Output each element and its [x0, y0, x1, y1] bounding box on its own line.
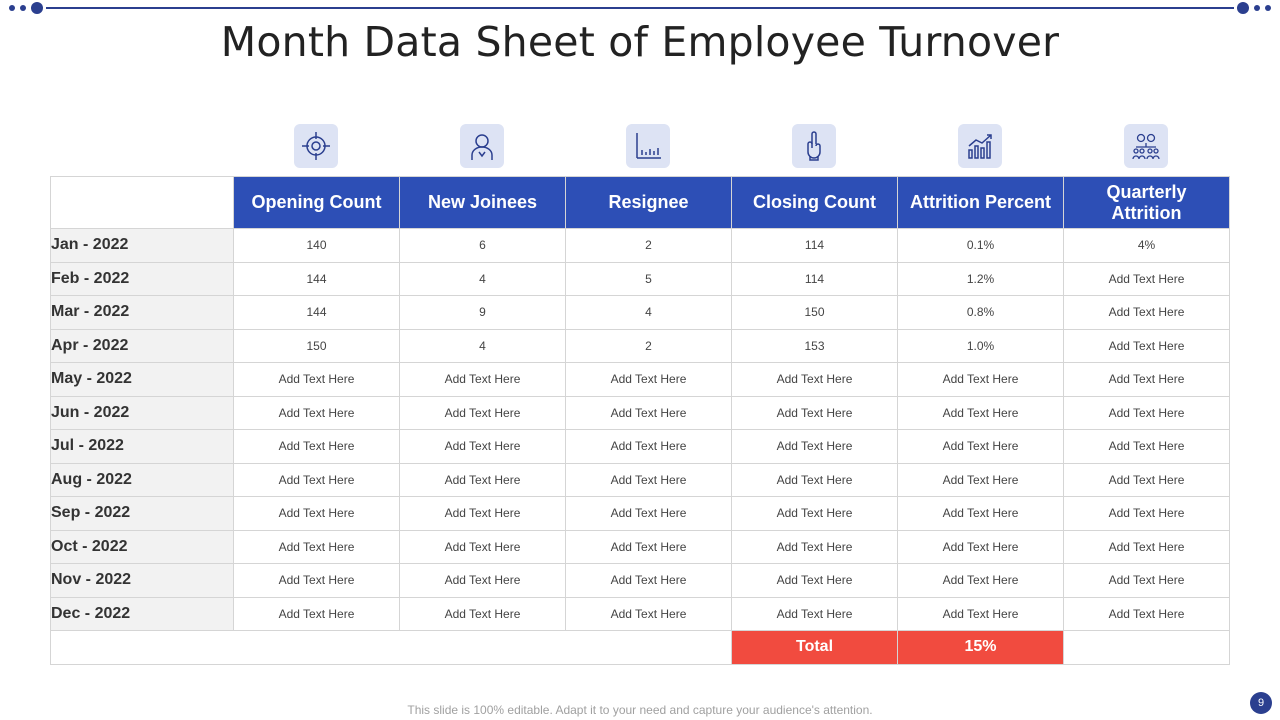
month-label: Oct - 2022 — [51, 530, 234, 564]
month-label: Dec - 2022 — [51, 597, 234, 631]
table-cell: Add Text Here — [732, 564, 898, 598]
table-cell: 2 — [566, 229, 732, 263]
table-row — [51, 597, 1230, 631]
month-label: Sep - 2022 — [51, 497, 234, 531]
month-label: Feb - 2022 — [51, 262, 234, 296]
table-cell: 150 — [732, 296, 898, 330]
table-cell: 4 — [400, 262, 566, 296]
table-cell: Add Text Here — [732, 497, 898, 531]
table-row — [51, 229, 1230, 263]
table-row — [51, 296, 1230, 330]
column-header: Attrition Percent — [898, 177, 1064, 229]
month-label: Jan - 2022 — [51, 229, 234, 263]
table-cell: 144 — [234, 296, 400, 330]
table-cell: Add Text Here — [1064, 564, 1230, 598]
table-cell: Add Text Here — [732, 597, 898, 631]
table-cell: Add Text Here — [1064, 363, 1230, 397]
table-row — [51, 463, 1230, 497]
table-row — [51, 329, 1230, 363]
hand-icon — [792, 124, 836, 168]
column-header: Opening Count — [234, 177, 400, 229]
month-label: Jun - 2022 — [51, 396, 234, 430]
decor-dot — [31, 2, 43, 14]
table-cell: Add Text Here — [234, 396, 400, 430]
table-cell: 150 — [234, 329, 400, 363]
month-label: Mar - 2022 — [51, 296, 234, 330]
table-cell: Add Text Here — [234, 497, 400, 531]
table-cell: Add Text Here — [732, 430, 898, 464]
table-cell: Add Text Here — [898, 530, 1064, 564]
table-cell: 6 — [400, 229, 566, 263]
table-cell: Add Text Here — [566, 430, 732, 464]
table-cell: Add Text Here — [400, 564, 566, 598]
table-cell: 153 — [732, 329, 898, 363]
table-cell: Add Text Here — [732, 463, 898, 497]
table-cell: Add Text Here — [1064, 262, 1230, 296]
decor-dot — [1254, 5, 1260, 11]
header-corner — [51, 177, 234, 229]
table-cell: Add Text Here — [566, 530, 732, 564]
table-cell: Add Text Here — [898, 430, 1064, 464]
table-cell: Add Text Here — [400, 463, 566, 497]
table-row — [51, 530, 1230, 564]
table-cell: Add Text Here — [234, 463, 400, 497]
table-cell: Add Text Here — [732, 530, 898, 564]
table-row — [51, 430, 1230, 464]
month-label: Nov - 2022 — [51, 564, 234, 598]
target-icon — [294, 124, 338, 168]
table-cell: Add Text Here — [234, 363, 400, 397]
total-row — [51, 631, 1230, 665]
table-cell: Add Text Here — [1064, 597, 1230, 631]
page-number-badge: 9 — [1250, 692, 1272, 714]
table-cell: Add Text Here — [400, 396, 566, 430]
table-cell: Add Text Here — [566, 497, 732, 531]
page-title: Month Data Sheet of Employee Turnover — [220, 18, 1060, 66]
table-cell: Add Text Here — [1064, 463, 1230, 497]
table-cell: Add Text Here — [400, 530, 566, 564]
column-header: Closing Count — [732, 177, 898, 229]
table-cell: Add Text Here — [566, 597, 732, 631]
header-row — [51, 177, 1230, 229]
table-cell: Add Text Here — [566, 363, 732, 397]
month-label: Apr - 2022 — [51, 329, 234, 363]
total-trailing-cell — [1064, 631, 1230, 665]
decor-dot — [9, 5, 15, 11]
month-label: Jul - 2022 — [51, 430, 234, 464]
table-row — [51, 564, 1230, 598]
table-cell: Add Text Here — [400, 363, 566, 397]
table-cell: Add Text Here — [400, 497, 566, 531]
column-header: Quarterly Attrition — [1064, 177, 1230, 229]
table-cell: Add Text Here — [1064, 497, 1230, 531]
table-cell: Add Text Here — [1064, 296, 1230, 330]
table-cell: 144 — [234, 262, 400, 296]
table-cell: 1.2% — [898, 262, 1064, 296]
decor-dot — [20, 5, 26, 11]
table-cell: Add Text Here — [732, 363, 898, 397]
table-cell: Add Text Here — [1064, 430, 1230, 464]
table-cell: 114 — [732, 262, 898, 296]
table-cell: 4 — [400, 329, 566, 363]
table-cell: Add Text Here — [234, 597, 400, 631]
total-value: 15% — [898, 631, 1064, 665]
table-cell: 4 — [566, 296, 732, 330]
table-cell: Add Text Here — [898, 463, 1064, 497]
table-cell: Add Text Here — [898, 363, 1064, 397]
table-row — [51, 396, 1230, 430]
table-cell: Add Text Here — [234, 530, 400, 564]
month-label: Aug - 2022 — [51, 463, 234, 497]
table-cell: Add Text Here — [1064, 329, 1230, 363]
table-cell: 9 — [400, 296, 566, 330]
total-label: Total — [732, 631, 898, 665]
table-cell: Add Text Here — [898, 497, 1064, 531]
table-cell: Add Text Here — [898, 564, 1064, 598]
growth-chart-icon — [958, 124, 1002, 168]
table-cell: Add Text Here — [566, 564, 732, 598]
table-cell: 1.0% — [898, 329, 1064, 363]
table-cell: Add Text Here — [898, 396, 1064, 430]
table-cell: 0.1% — [898, 229, 1064, 263]
person-icon — [460, 124, 504, 168]
table-row — [51, 363, 1230, 397]
table-cell: Add Text Here — [400, 430, 566, 464]
table-cell: Add Text Here — [1064, 530, 1230, 564]
table-cell: Add Text Here — [898, 597, 1064, 631]
table-row — [51, 497, 1230, 531]
table-cell: Add Text Here — [566, 396, 732, 430]
month-label: May - 2022 — [51, 363, 234, 397]
table-cell: 4% — [1064, 229, 1230, 263]
column-header: Resignee — [566, 177, 732, 229]
team-icon — [1124, 124, 1168, 168]
footer-note: This slide is 100% editable. Adapt it to your need and capture your audience's attention. — [407, 703, 873, 717]
table-cell: Add Text Here — [732, 396, 898, 430]
table-cell: 5 — [566, 262, 732, 296]
decor-dot — [1237, 2, 1249, 14]
column-header: New Joinees — [400, 177, 566, 229]
table-cell: 2 — [566, 329, 732, 363]
table-cell: 140 — [234, 229, 400, 263]
table-row — [51, 262, 1230, 296]
table-cell: Add Text Here — [566, 463, 732, 497]
turnover-table — [50, 176, 1230, 665]
table-cell: 114 — [732, 229, 898, 263]
table-cell: Add Text Here — [400, 597, 566, 631]
table-cell: 0.8% — [898, 296, 1064, 330]
total-spacer — [51, 631, 732, 665]
table-cell: Add Text Here — [234, 430, 400, 464]
bar-graph-icon — [626, 124, 670, 168]
table-cell: Add Text Here — [234, 564, 400, 598]
table-cell: Add Text Here — [1064, 396, 1230, 430]
top-divider-line — [46, 7, 1234, 9]
decor-dot — [1265, 5, 1271, 11]
